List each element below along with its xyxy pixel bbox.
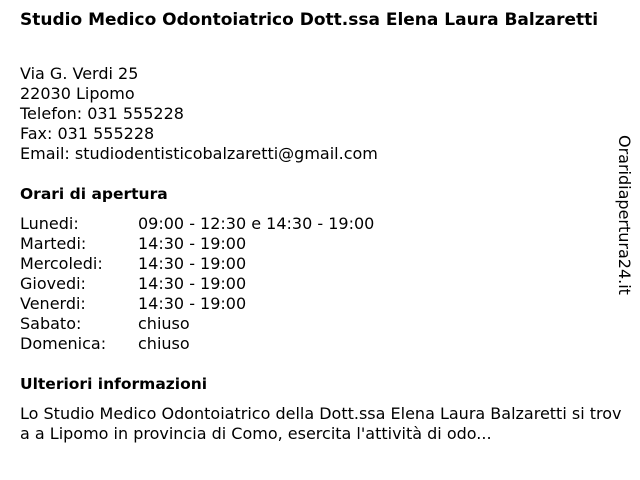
- hours-value: 14:30 - 19:00: [138, 294, 247, 313]
- opening-hours-table: [20, 214, 374, 354]
- hours-row-tuesday: [20, 234, 374, 254]
- opening-hours-heading: Orari di apertura: [20, 185, 168, 203]
- address-street: Via G. Verdi 25: [20, 64, 139, 83]
- phone-number[interactable]: Telefon: 031 555228: [20, 104, 184, 123]
- email-address[interactable]: Email: studiodentisticobalzaretti@gmail.com: [20, 144, 378, 163]
- hours-value: 14:30 - 19:00: [138, 234, 247, 253]
- business-name: Studio Medico Odontoiatrico Dott.ssa Elena Laura Balzaretti: [20, 10, 599, 30]
- hours-row-sunday: [20, 334, 374, 354]
- day-label: Domenica:: [20, 334, 107, 353]
- hours-row-thursday: [20, 274, 374, 294]
- day-label: Sabato:: [20, 314, 82, 333]
- hours-value: chiuso: [138, 314, 190, 333]
- day-label: Venerdi:: [20, 294, 86, 313]
- hours-value: 14:30 - 19:00: [138, 274, 247, 293]
- day-label: Martedi:: [20, 234, 87, 253]
- day-label: Giovedi:: [20, 274, 86, 293]
- hours-value: 09:00 - 12:30 e 14:30 - 19:00: [138, 214, 375, 233]
- hours-row-monday: [20, 214, 374, 234]
- further-info-heading: Ulteriori informazioni: [20, 375, 208, 393]
- hours-row-saturday: [20, 314, 374, 334]
- contact-details: [20, 64, 378, 164]
- day-label: Mercoledi:: [20, 254, 103, 273]
- hours-row-friday: [20, 294, 374, 314]
- business-description: Lo Studio Medico Odontoiatrico della Dott.ssa Elena Laura Balzaretti si trova a Lipomo in provincia di Como, esercita l'attività di odo...: [20, 404, 622, 443]
- hours-row-wednesday: [20, 254, 374, 274]
- hours-value: chiuso: [138, 334, 190, 353]
- day-label: Lunedi:: [20, 214, 79, 233]
- site-brand-vertical[interactable]: Oraridiapertura24.it: [615, 135, 634, 295]
- address-city: 22030 Lipomo: [20, 84, 135, 103]
- fax-number: Fax: 031 555228: [20, 124, 155, 143]
- hours-value: 14:30 - 19:00: [138, 254, 247, 273]
